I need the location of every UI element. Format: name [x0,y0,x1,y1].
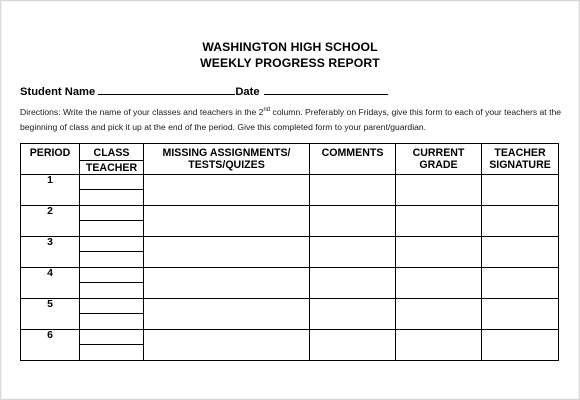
period-number: 4 [21,268,80,299]
comments-cell[interactable] [310,268,396,299]
school-title: WASHINGTON HIGH SCHOOL [202,40,378,54]
current-grade-cell[interactable] [396,206,482,237]
missing-assignments-cell[interactable] [144,237,310,268]
class-teacher-cell [80,237,144,268]
teacher-field[interactable] [80,190,143,205]
missing-assignments-cell[interactable] [144,330,310,361]
period-number: 1 [21,175,80,206]
student-name-field[interactable] [98,83,235,95]
grade-header-line1: CURRENT [412,147,465,159]
period-header: PERIOD [21,144,80,175]
missing-assignments-cell[interactable] [144,299,310,330]
table-row [21,299,559,330]
current-grade-cell[interactable] [396,299,482,330]
table-row [21,175,559,206]
class-teacher-cell [80,268,144,299]
comments-header: COMMENTS [310,144,396,175]
current-grade-cell[interactable] [396,330,482,361]
class-header: CLASS [80,144,143,161]
teacher-field[interactable] [80,252,143,267]
comments-cell[interactable] [310,299,396,330]
report-title: WEEKLY PROGRESS REPORT [200,56,380,70]
current-grade-cell[interactable] [396,237,482,268]
teacher-signature-header [482,144,559,175]
table-row [21,237,559,268]
date-field[interactable] [264,83,388,95]
table-row [21,206,559,237]
missing-assignments-cell[interactable] [144,206,310,237]
teacher-field[interactable] [80,283,143,298]
class-teacher-cell [80,330,144,361]
grade-header-line2: GRADE [419,159,458,171]
signature-header-line2: SIGNATURE [489,159,551,171]
class-field[interactable] [80,330,143,345]
teacher-field[interactable] [80,221,143,236]
missing-assignments-cell[interactable] [144,268,310,299]
class-field[interactable] [80,206,143,221]
class-field[interactable] [80,175,143,190]
period-number: 5 [21,299,80,330]
missing-assignments-cell[interactable] [144,175,310,206]
teacher-signature-cell[interactable] [482,299,559,330]
student-name-label: Student Name [20,86,96,98]
teacher-header: TEACHER [85,161,138,174]
class-field[interactable] [80,299,143,314]
missing-assignments-header [144,144,310,175]
current-grade-header [396,144,482,175]
directions-part-1: Directions: Write the name of your classes and teachers in the 2 [20,107,264,117]
class-field[interactable] [80,237,143,252]
table-row [21,330,559,361]
class-teacher-header [80,144,144,175]
teacher-signature-cell[interactable] [482,268,559,299]
comments-cell[interactable] [310,330,396,361]
period-number: 6 [21,330,80,361]
signature-header-line1: TEACHER [494,147,546,159]
current-grade-cell[interactable] [396,268,482,299]
class-teacher-cell [80,299,144,330]
teacher-signature-cell[interactable] [482,175,559,206]
table-header-row [21,144,559,175]
teacher-signature-cell[interactable] [482,237,559,268]
comments-cell[interactable] [310,237,396,268]
teacher-field[interactable] [80,314,143,329]
comments-cell[interactable] [310,206,396,237]
comments-cell[interactable] [310,175,396,206]
student-info-line [20,83,388,98]
progress-report-table [20,143,559,361]
period-number: 2 [21,206,80,237]
directions-superscript: nd [263,107,271,114]
teacher-signature-cell[interactable] [482,330,559,361]
directions-part-2: column. Preferably on Fridays, give this form to each of your teachers at the beginning of class and pick it up at the end of the period. Give this completed form to your parent/guardian. [20,107,562,132]
teacher-signature-cell[interactable] [482,206,559,237]
current-grade-cell[interactable] [396,175,482,206]
directions-text [20,105,565,135]
class-field[interactable] [80,268,143,283]
teacher-field[interactable] [80,345,143,360]
missing-header-line1: MISSING ASSIGNMENTS/ [162,147,291,159]
table-row [21,268,559,299]
date-label: Date [235,86,260,98]
missing-header-line2: TESTS/QUIZES [188,159,265,171]
class-teacher-cell [80,206,144,237]
class-teacher-cell [80,175,144,206]
period-number: 3 [21,237,80,268]
